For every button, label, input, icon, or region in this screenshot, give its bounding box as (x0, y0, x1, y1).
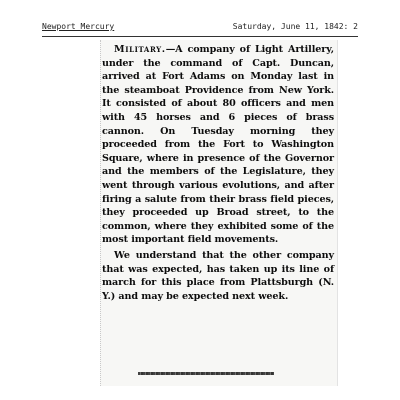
publication-date: Saturday, June 11, 1842: 2 (232, 22, 358, 31)
header-divider (42, 36, 358, 37)
publication-title: Newport Mercury (42, 22, 115, 31)
article-kicker: Military. (114, 44, 166, 55)
article-body (102, 43, 334, 303)
end-of-article-rule (138, 372, 274, 375)
paragraph-1-text: —A company of Light Artillery, under the command of Capt. Duncan, arrived at Fort Adams on Monday last in the steamboat Providence from New York. It consisted of about 80 officers and men with 45 horses and 6 pieces of brass cannon. On Tuesday morning they proceeded from the Fort to Washington Square, where in presence of the Governor and the members of the Legislature, they went through various evolutions, and after firing a salute from their brass field pieces, they proceeded up Broad street, to the common, where they exhibited some of the most important field movements. (102, 44, 334, 246)
page-header (42, 20, 358, 34)
article-paragraph-1 (102, 43, 334, 247)
article-paragraph-2: We understand that the other company that was expected, has taken up its line of march for this place from Plattsburgh (N. Y.) and may be expected next week. (102, 249, 334, 302)
